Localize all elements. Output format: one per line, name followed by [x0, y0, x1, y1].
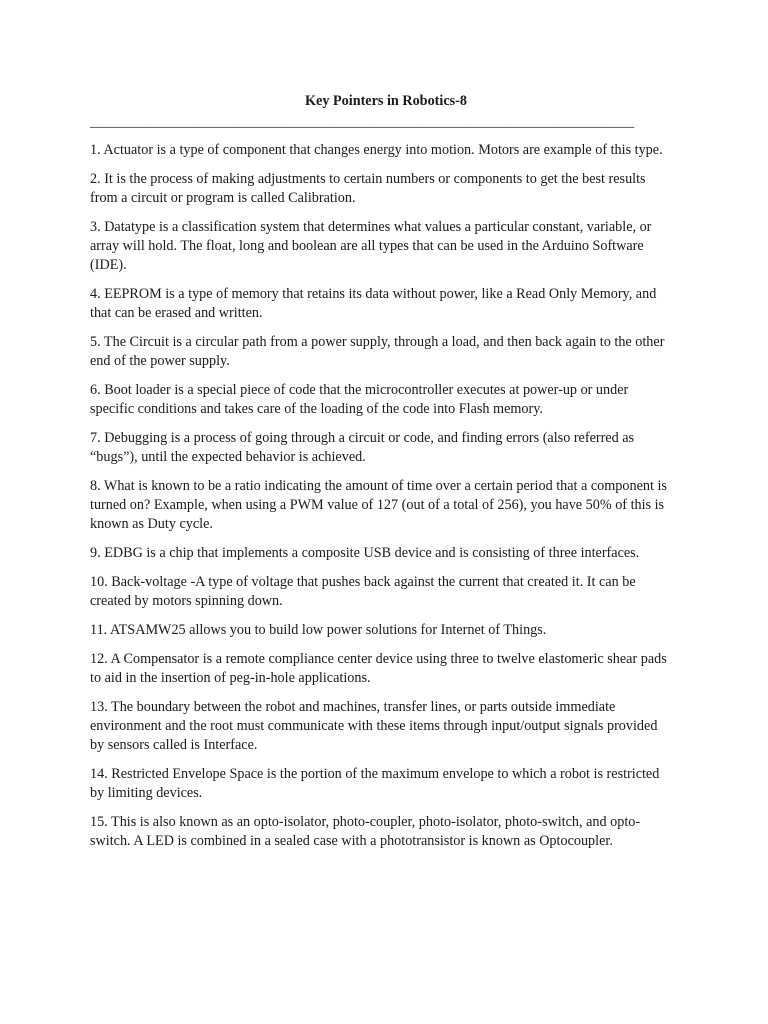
list-item: 15. This is also known as an opto-isolator, photo-coupler, photo-isolator, photo-switch, and opto-switch. A LED is combined in a sealed case with a phototransistor is known as Optocoupler. [90, 814, 641, 849]
list-item: 9. EDBG is a chip that implements a composite USB device and is consisting of three interfaces. [90, 545, 640, 561]
list-item: 5. The Circuit is a circular path from a power supply, through a load, and then back again to the other end of the power supply. [90, 334, 665, 369]
list-item: 8. What is known to be a ratio indicating the amount of time over a certain period that a component is turned on? Example, when using a PWM value of 127 (out of a total of 256), you have 50% of this is known as Duty cycle. [90, 478, 667, 532]
list-item: 12. A Compensator is a remote compliance center device using three to twelve elastomeric shear pads to aid in the insertion of peg-in-hole applications. [90, 651, 667, 686]
list-item: 4. EEPROM is a type of memory that retains its data without power, like a Read Only Memory, and that can be erased and written. [90, 286, 657, 321]
list-item: 10. Back-voltage -A type of voltage that pushes back against the current that created it. It can be created by motors spinning down. [90, 574, 636, 609]
document-title: Key Pointers in Robotics-8 [305, 93, 467, 109]
document-page [90, 92, 674, 861]
list-item: 13. The boundary between the robot and machines, transfer lines, or parts outside immediate environment and the root must communicate with these items through input/output signals provided by sensors called is Interface. [90, 699, 658, 753]
list-item: 11. ATSAMW25 allows you to build low power solutions for Internet of Things. [90, 622, 547, 638]
list-item: 7. Debugging is a process of going through a circuit or code, and finding errors (also referred as “bugs”), until the expected behavior is achieved. [90, 430, 635, 465]
pointer-list [90, 141, 674, 851]
list-item: 3. Datatype is a classification system that determines what values a particular constant, variable, or array will hold. The float, long and boolean are all types that can be used in the Arduino Software (IDE). [90, 219, 652, 273]
list-item: 6. Boot loader is a special piece of code that the microcontroller executes at power-up or under specific conditions and takes care of the loading of the code into Flash memory. [90, 382, 629, 417]
list-item: 14. Restricted Envelope Space is the portion of the maximum envelope to which a robot is restricted by limiting devices. [90, 766, 660, 801]
list-item: 1. Actuator is a type of component that changes energy into motion. Motors are example of this type. [90, 142, 663, 158]
list-item: 2. It is the process of making adjustments to certain numbers or components to get the best results from a circuit or program is called Calibration. [90, 171, 646, 206]
title-underline: ________________________________________________________________________________ [90, 115, 635, 130]
